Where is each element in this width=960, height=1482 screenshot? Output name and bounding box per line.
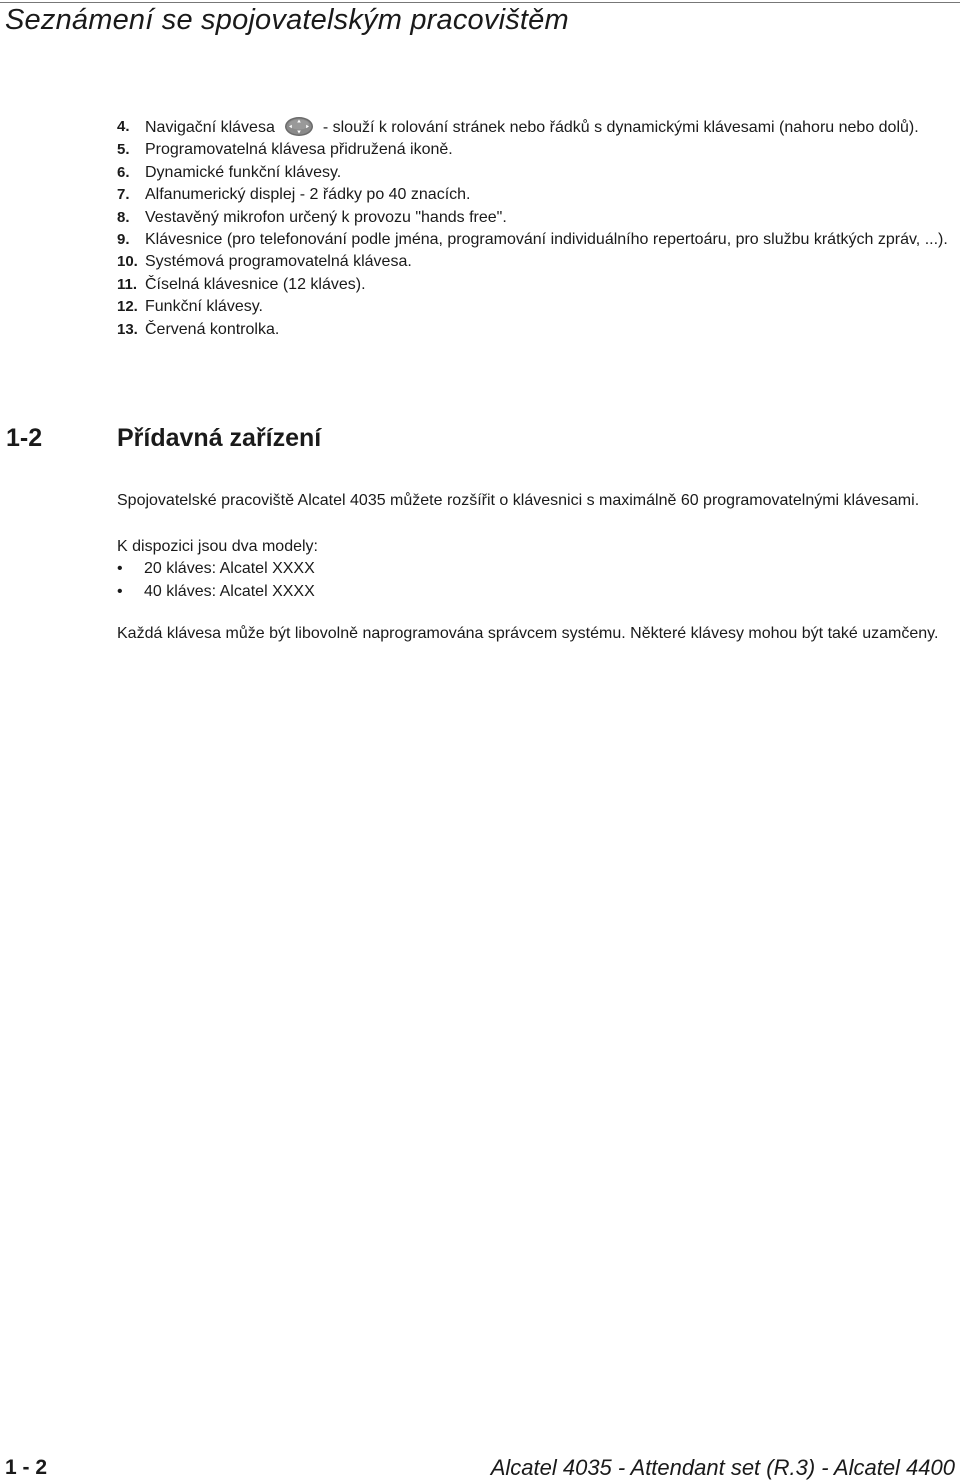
item-text: Číselná klávesnice (12 kláves). — [145, 275, 366, 293]
item-text: Vestavěný mikrofon určený k provozu "hands free". — [145, 208, 507, 226]
paragraph: K dispozici jsou dva modely: — [117, 538, 318, 555]
item-text: Klávesnice (pro telefonování podle jména, programování individuálního repertoáru, pro službu krátkých zpráv, ...). — [145, 231, 948, 249]
paragraph: Každá klávesa může být libovolně naprogramována správcem systému. Některé klávesy mohou být také uzamčeny. — [117, 625, 939, 642]
section-title: Přídavná zařízení — [117, 424, 322, 452]
navigation-key-icon — [284, 116, 314, 137]
item-number: 8. — [117, 208, 130, 226]
bullet-text: 40 kláves: Alcatel XXXX — [144, 583, 315, 600]
list-item — [117, 296, 957, 318]
item-text: Dynamické funkční klávesy. — [145, 163, 342, 181]
page-title: Seznámení se spojovatelským pracovištěm — [5, 4, 569, 36]
item-number: 13. — [117, 320, 138, 338]
bullet-list — [117, 557, 957, 603]
item-number: 9. — [117, 231, 130, 249]
section-heading — [6, 424, 321, 453]
list-item — [117, 251, 957, 273]
item-text: Programovatelná klávesa přidružená ikoně. — [145, 141, 453, 159]
item-text — [145, 116, 957, 139]
component-list — [117, 116, 957, 341]
item-text: Alfanumerický displej - 2 řádky po 40 znacích. — [145, 186, 471, 204]
list-item — [117, 229, 957, 251]
header-rule — [0, 2, 960, 3]
item-text-after: - slouží k rolování stránek nebo řádků s dynamickými klávesami (nahoru nebo dolů). — [322, 119, 919, 136]
item-text: Systémová programovatelná klávesa. — [145, 253, 412, 271]
list-item — [117, 184, 957, 206]
item-number: 10. — [117, 253, 138, 271]
item-number: 6. — [117, 163, 130, 181]
list-item — [117, 319, 957, 341]
item-number: 7. — [117, 186, 130, 204]
section-number: 1-2 — [6, 424, 43, 452]
item-number: 5. — [117, 141, 130, 159]
bullet-item — [117, 557, 957, 580]
list-item — [117, 139, 957, 161]
list-item — [117, 274, 957, 296]
list-item — [117, 207, 957, 229]
item-text-before: Navigační klávesa — [145, 119, 275, 136]
paragraph: Spojovatelské pracoviště Alcatel 4035 můžete rozšířit o klávesnici s maximálně 60 programovatelnými klávesami. — [117, 492, 920, 509]
bullet-text: 20 kláves: Alcatel XXXX — [144, 560, 315, 577]
page-number: 1 - 2 — [5, 1456, 48, 1479]
bullet-item — [117, 580, 957, 603]
item-text: Červená kontrolka. — [145, 320, 280, 338]
list-item — [117, 116, 957, 139]
bullet-icon: • — [117, 583, 123, 600]
list-item — [117, 162, 957, 184]
item-number: 12. — [117, 298, 138, 316]
item-text: Funkční klávesy. — [145, 298, 263, 316]
item-number: 4. — [117, 118, 130, 135]
bullet-icon: • — [117, 560, 123, 577]
footer-doc-title: Alcatel 4035 - Attendant set (R.3) - Alcatel 4400 — [490, 1455, 955, 1480]
item-number: 11. — [117, 275, 138, 293]
